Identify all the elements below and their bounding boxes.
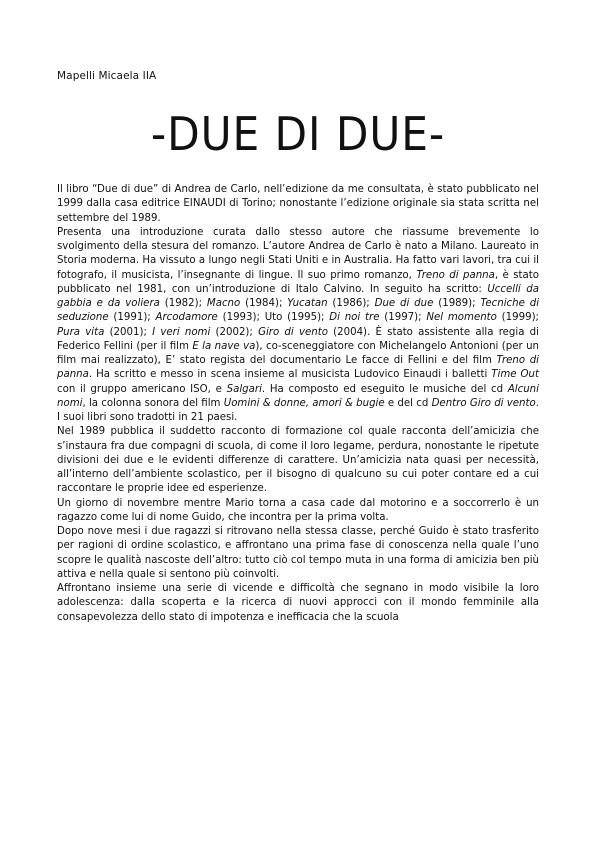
author-line: Mapelli Micaela IIA	[57, 70, 157, 82]
text-run: . Ha scritto e messo in scena insieme al musicista Ludovico Einaudi i balletti	[88, 369, 492, 381]
text-run: Affrontano insieme una serie di vicende e difficoltà che segnano in modo visibile la loro adolescenza: dalla scoperta e la ricerca di nuovi approcci con il mondo femminile alla consapevolezza dello stato di impotenza e inefficacia che la scuola	[57, 583, 539, 623]
text-run: (2002);	[210, 326, 259, 338]
text-run: con il gruppo americano ISO, e	[57, 383, 227, 395]
ballet-title: Time Out	[491, 369, 540, 381]
book-title: Uccelli da gabbia e da voliera	[57, 283, 540, 309]
film-title: Treno di panna	[57, 355, 539, 381]
text-run: (2001);	[104, 326, 153, 338]
text-run: Il libro “Due di due” di Andrea de Carlo, nell’edizione da me consultata, è stato pubblicato nel 1999 dalla casa editrice EINAUDI di Torino; nonostante l’edizione originale sia stata scritta nel settembre del 1989.	[57, 184, 539, 224]
paragraph-first-meeting	[57, 497, 539, 526]
album-title: Dentro Giro di vento	[431, 397, 536, 409]
film-title: Uomini & donne, amori & bugie	[223, 397, 385, 409]
text-run: (1989);	[433, 298, 481, 309]
text-run: (1993); Uto (1995);	[217, 312, 330, 324]
ballet-title: Salgari	[226, 383, 262, 395]
paragraph-publication	[57, 183, 539, 226]
film-title: E la nave va	[192, 340, 256, 352]
text-run: (2004). È stato assistente alla regia di Federico Fellini (per il film	[57, 326, 539, 352]
text-run: (1984);	[240, 298, 288, 309]
book-title: Yucatan	[287, 298, 328, 309]
document-body	[57, 183, 539, 625]
book-title: Di noi tre	[329, 312, 380, 324]
album-title: Alcuni nomi	[57, 383, 539, 409]
paragraph-author-bio	[57, 226, 539, 426]
book-title: Treno di panna	[416, 269, 495, 281]
paragraph-same-class	[57, 525, 539, 582]
text-run: ), co-sceneggiatore con Michelangelo Antonioni (per un film mai realizzato), E’ stato regista del documentario Le facce di Fellini e del film	[57, 340, 539, 366]
text-run: e del cd	[384, 397, 432, 409]
text-run: (1982);	[159, 298, 207, 309]
text-run: (1999);	[496, 312, 539, 324]
document-title: -DUE DI DUE-	[150, 107, 446, 161]
book-title: I veri nomi	[152, 326, 211, 338]
paragraph-adolescence	[57, 582, 539, 625]
text-run: Un giorno di novembre mentre Mario torna a casa cade dal motorino e a soccorrerlo è un ragazzo come lui di nome Guido, che incontra per la prima volta.	[57, 497, 539, 523]
text-run: Nel 1989 pubblica il suddetto racconto di formazione col quale racconta dell’amicizia che s’instaura fra due compagni di scuola, di come il loro legame, perdura, nonostante le ripetute divisioni dei due e le evidenti differenze di carattere. Un’amicizia nata quasi per necessità, all’interno dell’ambiente scolastico, per il bisogno di qualcuno su cui poter contare ed a cui raccontare le proprie idee ed esperienze.	[57, 426, 539, 495]
text-run: (1986);	[327, 298, 375, 309]
text-run: (1991);	[108, 312, 156, 324]
book-title: Giro di vento	[258, 326, 328, 338]
book-title: Tecniche di seduzione	[57, 298, 540, 324]
book-title: Macno	[206, 298, 241, 309]
text-run: . I suoi libri sono tradotti in 21 paesi.	[57, 397, 539, 423]
text-run: Presenta una introduzione curata dallo stesso autore che riassume brevemente lo svolgimento della stesura del romanzo. L’autore Andrea de Carlo è nato a Milano. Laureato in Storia moderna. Ha vissuto a lungo negli Stati Uniti e in Australia. Ha fatto vari lavori, tra cui il fotografo, il musicista, l’insegnante di lingue. Il suo primo romanzo,	[57, 226, 539, 281]
text-run: (1997);	[379, 312, 427, 324]
book-title: Pura vita	[57, 326, 105, 338]
text-run: , è stato pubblicato nel 1981, con un’introduzione di Italo Calvino. In seguito ha scritto:	[57, 269, 539, 295]
text-run: . Ha composto ed eseguito le musiche del cd	[261, 383, 508, 395]
book-title: Due di due	[374, 298, 434, 309]
paragraph-story-intro	[57, 425, 539, 496]
text-run: , la colonna sonora del film	[82, 397, 224, 409]
text-run: Dopo nove mesi i due ragazzi si ritrovano nella stessa classe, perché Guido è stato trasferito per ragioni di ordine scolastico, e affrontano una prima fase di conoscenza nella quale l’uno scopre le qualità nascoste dell’altro: tutto ciò col tempo muta in una forma di amicizia ben più attiva e nella quale si sentono più coinvolti.	[57, 526, 539, 580]
book-title: Nel momento	[426, 312, 497, 324]
book-title: Arcodamore	[155, 312, 218, 324]
